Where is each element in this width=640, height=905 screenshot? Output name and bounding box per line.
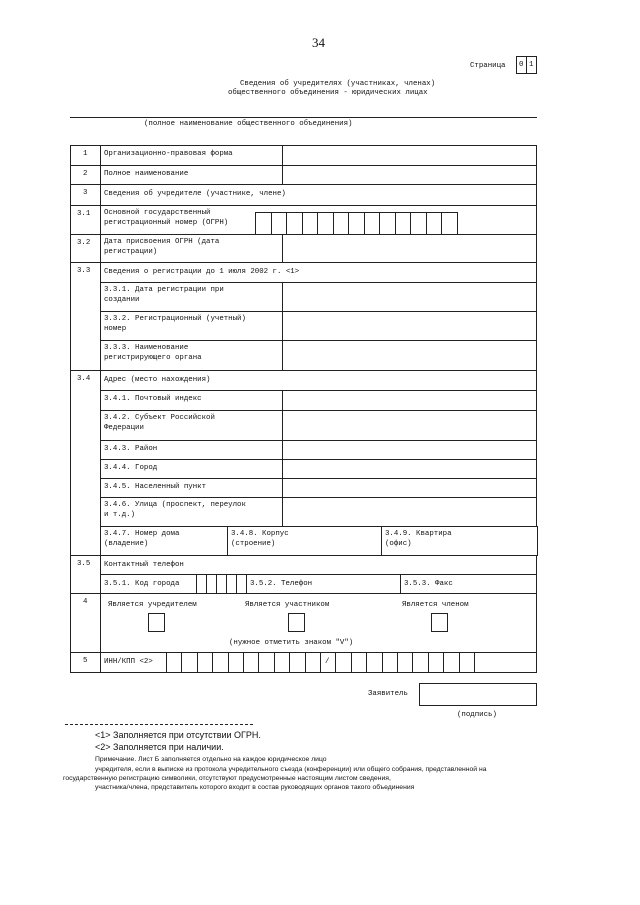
note-line-3: государственную регистрацию символики, отсутствуют предусмотренные настоящим листом сведения, [63,775,391,782]
checkbox-hint: (нужное отметить знаком "V") [229,639,354,647]
member-type-label: Является членом [402,601,469,609]
row-number-cell [70,262,101,371]
inn-kpp-digit-box[interactable] [181,652,197,673]
ogrn-digit-box[interactable] [395,212,412,235]
inn-kpp-digit-box[interactable] [289,652,305,673]
field-label: (строение) [231,540,276,548]
inn-kpp-digit-box[interactable] [335,652,351,673]
row-number: 5 [83,657,88,665]
inn-kpp-digit-box[interactable] [459,652,475,673]
field-input-r343[interactable] [282,440,537,460]
inn-kpp-digit-box[interactable] [428,652,444,673]
field-input-r1[interactable] [282,145,537,166]
page-digit: 1 [529,61,534,69]
section-label: Сведения о регистрации до 1 июля 2002 г. <1> [104,268,300,276]
section-label: Сведения об учредителе (участнике, члене) [104,190,286,198]
row-number-cell [70,370,101,556]
ogrn-digit-box[interactable] [410,212,427,235]
row-number: 3.1 [77,210,91,218]
row-number: 3 [83,189,88,197]
page-label: Страница [470,62,506,70]
ogrn-digit-box[interactable] [333,212,350,235]
ogrn-digit-box[interactable] [379,212,396,235]
ogrn-digit-box[interactable] [441,212,458,235]
row-number: 3.3 [77,267,91,275]
field-input-r333[interactable] [282,340,537,371]
inn-kpp-digit-box[interactable] [197,652,213,673]
field-label: и т.д.) [104,511,136,519]
signature-caption: (подпись) [457,711,497,719]
field-input-r332[interactable] [282,311,537,341]
page-digit: 0 [519,61,524,69]
inn-kpp-digit-box[interactable] [166,652,182,673]
ogrn-digit-box[interactable] [271,212,288,235]
footnote-separator [65,724,253,725]
note-line-4: участника/члена, представитель которого входит в состав руководящих органов такого объединения [95,784,415,791]
row-number: 4 [83,598,88,606]
field-label: регистрации) [104,248,158,256]
page-number: 34 [312,35,325,50]
ogrn-digit-box[interactable] [348,212,365,235]
ogrn-digit-box[interactable] [364,212,381,235]
row-number: 3.4 [77,375,91,383]
inn-kpp-separator: / [325,658,330,666]
checkbox-member[interactable] [431,613,448,632]
field-input-r345[interactable] [282,478,537,498]
note-line-1: Примечание. Лист Б заполняется отдельно на каждое юридическое лицо [95,756,327,763]
field-input-r32[interactable] [282,234,537,263]
checkbox-founder[interactable] [148,613,165,632]
footnote-2: <2> Заполняется при наличии. [95,742,224,752]
field-label: Основной государственный [104,209,211,217]
signature-field[interactable] [419,683,537,706]
field-label: 3.5.1. Код города [104,580,180,588]
field-input-r341[interactable] [282,390,537,411]
form-title-line2: общественного объединения - юридических лицах [228,89,428,97]
field-label: Организационно-правовая форма [104,150,233,158]
organization-name-line[interactable] [70,117,537,118]
row-number: 1 [83,150,88,158]
field-label: (владение) [104,540,149,548]
field-label: регистрационный номер (ОГРН) [104,219,229,227]
field-label: 3.4.4. Город [104,464,158,472]
row-number: 3.5 [77,560,91,568]
member-type-label: Является учредителем [108,601,197,609]
inn-kpp-digit-box[interactable] [351,652,367,673]
field-label: 3.3.2. Регистрационный (учетный) [104,315,246,323]
field-label: регистрирующего органа [104,354,202,362]
page-digit-box[interactable] [526,56,537,74]
field-label: 3.5.3. Факс [404,580,453,588]
inn-kpp-digit-box[interactable] [382,652,398,673]
inn-kpp-digit-box[interactable] [258,652,274,673]
field-label: ИНН/КПП <2> [104,658,153,666]
field-input-r342[interactable] [282,410,537,441]
field-label: 3.4.7. Номер дома [104,530,180,538]
ogrn-digit-box[interactable] [302,212,319,235]
field-input-r2[interactable] [282,165,537,185]
inn-kpp-digit-box[interactable] [397,652,413,673]
inn-kpp-digit-box[interactable] [228,652,244,673]
inn-kpp-digit-box[interactable] [305,652,321,673]
field-label: 3.5.2. Телефон [250,580,313,588]
field-label: 3.4.8. Корпус [231,530,289,538]
field-label: Дата присвоения ОГРН (дата [104,238,220,246]
ogrn-digit-box[interactable] [426,212,443,235]
field-label: 3.4.1. Почтовый индекс [104,395,202,403]
row-number: 3.2 [77,239,91,247]
member-type-label: Является участником [245,601,330,609]
field-input-r331[interactable] [282,282,537,312]
note-line-2: учредителя, если в выписке из протокола учредительного съезда (конференции) или общего собрания, представленной на [95,766,487,773]
field-label: 3.3.1. Дата регистрации при [104,286,224,294]
field-input-r346[interactable] [282,497,537,527]
inn-kpp-digit-box[interactable] [366,652,382,673]
row-number: 2 [83,170,88,178]
form-title-line1: Сведения об учредителях (участниках, членах) [240,80,436,88]
field-label: номер [104,325,127,333]
field-label: 3.4.6. Улица (проспект, переулок [104,501,246,509]
field-label: Полное наименование [104,170,189,178]
organization-name-caption: (полное наименование общественного объединения) [144,120,353,128]
inn-kpp-digit-box[interactable] [412,652,428,673]
section-label: Контактный телефон [104,561,184,569]
checkbox-participant[interactable] [288,613,305,632]
field-label: 3.4.3. Район [104,445,158,453]
applicant-label: Заявитель [368,690,408,698]
section-label: Адрес (место нахождения) [104,376,211,384]
inn-kpp-digit-box[interactable] [243,652,259,673]
field-label: 3.4.9. Квартира [385,530,452,538]
ogrn-digit-box[interactable] [255,212,272,235]
field-label: 3.4.5. Населенный пункт [104,483,207,491]
inn-kpp-digit-box[interactable] [443,652,459,673]
inn-kpp-digit-box[interactable] [274,652,290,673]
field-input-r344[interactable] [282,459,537,479]
field-label: 3.4.2. Субъект Российской [104,414,215,422]
ogrn-digit-box[interactable] [286,212,303,235]
field-label: создании [104,296,140,304]
field-label: (офис) [385,540,412,548]
field-label: Федерации [104,424,144,432]
field-label: 3.3.3. Наименование [104,344,189,352]
footnote-1: <1> Заполняется при отсутствии ОГРН. [95,730,261,740]
ogrn-digit-box[interactable] [317,212,334,235]
inn-kpp-digit-box[interactable] [212,652,228,673]
